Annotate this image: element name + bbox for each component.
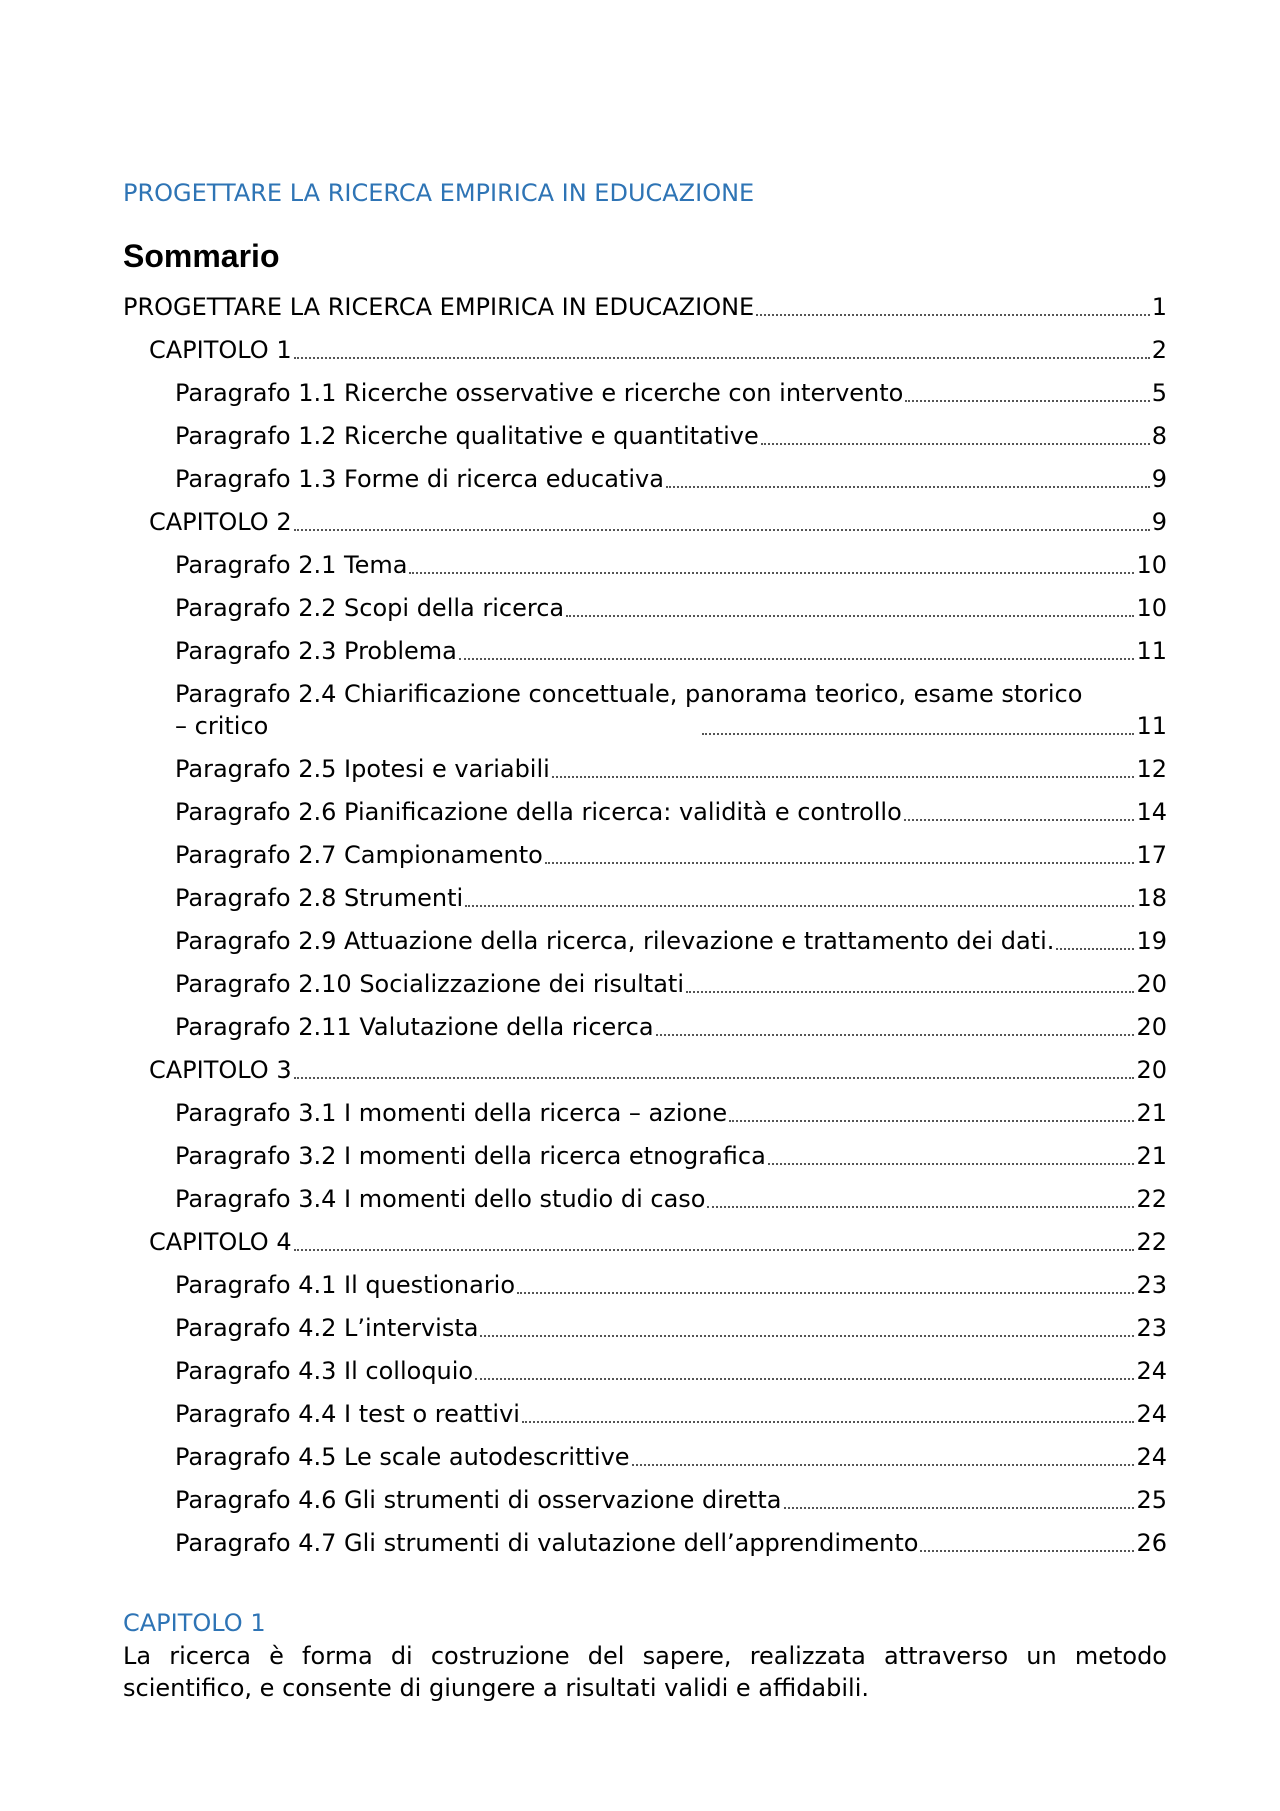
toc-page-number: 23 xyxy=(1136,1314,1167,1342)
toc-dot-leader xyxy=(459,657,1135,660)
toc-page-number: 14 xyxy=(1136,798,1167,826)
toc-entry-text: Paragrafo 4.2 L’intervista xyxy=(175,1314,479,1342)
toc-page-number: 20 xyxy=(1136,970,1167,998)
body-paragraph: La ricerca è forma di costruzione del sapere, realizzata attraverso un metodo scientifico, e consente di giungere a risultati validi e affidabili. xyxy=(123,1642,1167,1702)
toc-entry-text: Paragrafo 4.3 Il colloquio xyxy=(175,1357,474,1385)
toc-page-number: 20 xyxy=(1136,1013,1167,1041)
toc-page-number: 10 xyxy=(1136,551,1167,579)
toc-entry-text: CAPITOLO 1 xyxy=(149,336,292,364)
toc-entry[interactable] xyxy=(123,1355,1167,1387)
toc-entry-text: Paragrafo 2.1 Tema xyxy=(175,551,408,579)
toc-dot-leader xyxy=(632,1463,1135,1466)
toc-dot-leader xyxy=(409,571,1134,574)
toc-page-number: 1 xyxy=(1151,293,1167,321)
toc-dot-leader xyxy=(475,1377,1134,1380)
toc-page-number: 20 xyxy=(1136,1056,1167,1084)
toc-entry[interactable] xyxy=(123,1527,1167,1559)
toc-dot-leader xyxy=(768,1162,1135,1165)
toc-dot-leader xyxy=(920,1549,1134,1552)
toc-entry-text: Paragrafo 2.4 Chiarificazione concettuale, panorama teorico, esame storico xyxy=(175,680,1083,708)
toc-dot-leader xyxy=(294,528,1150,531)
toc-dot-leader xyxy=(294,1076,1135,1079)
toc-entry[interactable] xyxy=(123,882,1167,914)
toc-dot-leader xyxy=(729,1119,1134,1122)
toc-entry-text: Paragrafo 1.2 Ricerche qualitative e quantitative xyxy=(175,422,759,450)
toc-entry-text: Paragrafo 3.1 I momenti della ricerca – azione xyxy=(175,1099,728,1127)
toc-entry[interactable] xyxy=(123,839,1167,871)
toc-entry-text: Paragrafo 2.5 Ipotesi e variabili xyxy=(175,755,550,783)
table-of-contents xyxy=(123,291,1167,1570)
toc-page-number: 9 xyxy=(1151,465,1167,493)
toc-page-number: 12 xyxy=(1136,755,1167,783)
toc-dot-leader xyxy=(552,775,1135,778)
toc-entry[interactable] xyxy=(123,1484,1167,1516)
toc-entry[interactable] xyxy=(123,753,1167,785)
toc-heading: Sommario xyxy=(123,238,280,274)
toc-page-number: 10 xyxy=(1136,594,1167,622)
toc-entry[interactable] xyxy=(123,291,1167,323)
toc-entry[interactable] xyxy=(123,1097,1167,1129)
toc-entry[interactable] xyxy=(123,549,1167,581)
toc-page-number: 8 xyxy=(1151,422,1167,450)
toc-dot-leader xyxy=(707,1205,1134,1208)
toc-entry[interactable] xyxy=(123,925,1167,957)
toc-entry[interactable] xyxy=(123,1441,1167,1473)
toc-entry[interactable] xyxy=(123,1140,1167,1172)
toc-dot-leader xyxy=(1056,947,1134,950)
toc-page-number: 18 xyxy=(1136,884,1167,912)
toc-dot-leader xyxy=(904,818,1135,821)
toc-page-number: 11 xyxy=(1136,712,1167,740)
toc-entry[interactable] xyxy=(123,377,1167,409)
toc-entry-text: CAPITOLO 3 xyxy=(149,1056,292,1084)
toc-entry-text: Paragrafo 4.4 I test o reattivi xyxy=(175,1400,520,1428)
toc-page-number: 24 xyxy=(1136,1400,1167,1428)
toc-dot-leader xyxy=(702,732,1134,735)
toc-dot-leader xyxy=(761,442,1150,445)
toc-page-number: 21 xyxy=(1136,1099,1167,1127)
toc-entry-text: Paragrafo 2.8 Strumenti xyxy=(175,884,464,912)
toc-dot-leader xyxy=(545,861,1135,864)
toc-page-number: 24 xyxy=(1136,1443,1167,1471)
toc-page-number: 19 xyxy=(1136,927,1167,955)
toc-entry-text: CAPITOLO 2 xyxy=(149,508,292,536)
toc-entry[interactable] xyxy=(123,635,1167,667)
toc-page-number: 25 xyxy=(1136,1486,1167,1514)
toc-entry[interactable] xyxy=(123,796,1167,828)
toc-entry-text: PROGETTARE LA RICERCA EMPIRICA IN EDUCAZIONE xyxy=(123,293,755,321)
toc-entry-text: Paragrafo 4.5 Le scale autodescrittive xyxy=(175,1443,630,1471)
toc-entry[interactable] xyxy=(123,463,1167,495)
toc-dot-leader xyxy=(656,1033,1135,1036)
toc-page-number: 17 xyxy=(1136,841,1167,869)
toc-dot-leader xyxy=(480,1334,1134,1337)
toc-page-number: 22 xyxy=(1136,1185,1167,1213)
toc-page-number: 11 xyxy=(1136,637,1167,665)
toc-entry[interactable] xyxy=(123,1398,1167,1430)
toc-entry[interactable] xyxy=(123,1312,1167,1344)
toc-entry[interactable] xyxy=(123,334,1167,366)
toc-entry[interactable] xyxy=(123,592,1167,624)
toc-page-number: 9 xyxy=(1151,508,1167,536)
toc-page-number: 21 xyxy=(1136,1142,1167,1170)
toc-entry-text: CAPITOLO 4 xyxy=(149,1228,292,1256)
toc-dot-leader xyxy=(566,614,1134,617)
toc-entry-text: Paragrafo 2.3 Problema xyxy=(175,637,457,665)
toc-entry-text: Paragrafo 4.6 Gli strumenti di osservazione diretta xyxy=(175,1486,782,1514)
toc-dot-leader xyxy=(666,485,1150,488)
toc-entry[interactable] xyxy=(123,506,1167,538)
toc-entry-text: Paragrafo 3.2 I momenti della ricerca etnografica xyxy=(175,1142,766,1170)
toc-entry-text: Paragrafo 2.6 Pianificazione della ricerca: validità e controllo xyxy=(175,798,902,826)
toc-dot-leader xyxy=(294,1248,1135,1251)
toc-dot-leader xyxy=(756,313,1150,316)
toc-entry-text: Paragrafo 3.4 I momenti dello studio di caso xyxy=(175,1185,706,1213)
toc-entry-text: Paragrafo 2.9 Attuazione della ricerca, rilevazione e trattamento dei dati. xyxy=(175,927,1055,955)
toc-entry-text: Paragrafo 1.3 Forme di ricerca educativa xyxy=(175,465,664,493)
toc-entry[interactable] xyxy=(123,678,1167,742)
toc-page-number: 5 xyxy=(1151,379,1167,407)
toc-entry-text: Paragrafo 2.10 Socializzazione dei risultati xyxy=(175,970,685,998)
toc-entry[interactable] xyxy=(123,1011,1167,1043)
toc-dot-leader xyxy=(522,1420,1135,1423)
toc-entry[interactable] xyxy=(123,420,1167,452)
toc-entry[interactable] xyxy=(123,1226,1167,1258)
toc-page-number: 23 xyxy=(1136,1271,1167,1299)
toc-dot-leader xyxy=(686,990,1134,993)
section-heading: CAPITOLO 1 xyxy=(123,1609,266,1637)
toc-entry[interactable] xyxy=(123,1269,1167,1301)
toc-page-number: 26 xyxy=(1136,1529,1167,1557)
toc-entry-text: Paragrafo 2.2 Scopi della ricerca xyxy=(175,594,565,622)
toc-dot-leader xyxy=(905,399,1149,402)
toc-entry[interactable] xyxy=(123,1183,1167,1215)
toc-dot-leader xyxy=(294,356,1150,359)
toc-entry-text: Paragrafo 2.11 Valutazione della ricerca xyxy=(175,1013,654,1041)
toc-entry-text: – critico xyxy=(175,712,269,740)
toc-page-number: 22 xyxy=(1136,1228,1167,1256)
toc-page-number: 24 xyxy=(1136,1357,1167,1385)
toc-entry-text: Paragrafo 1.1 Ricerche osservative e ricerche con intervento xyxy=(175,379,904,407)
document-title: PROGETTARE LA RICERCA EMPIRICA IN EDUCAZIONE xyxy=(123,179,755,207)
toc-dot-leader xyxy=(784,1506,1135,1509)
toc-dot-leader xyxy=(517,1291,1134,1294)
toc-page-number: 2 xyxy=(1151,336,1167,364)
toc-entry-text: Paragrafo 2.7 Campionamento xyxy=(175,841,543,869)
toc-entry-text: Paragrafo 4.7 Gli strumenti di valutazione dell’apprendimento xyxy=(175,1529,919,1557)
toc-dot-leader xyxy=(465,904,1134,907)
toc-entry[interactable] xyxy=(123,968,1167,1000)
toc-entry[interactable] xyxy=(123,1054,1167,1086)
toc-entry-text: Paragrafo 4.1 Il questionario xyxy=(175,1271,516,1299)
